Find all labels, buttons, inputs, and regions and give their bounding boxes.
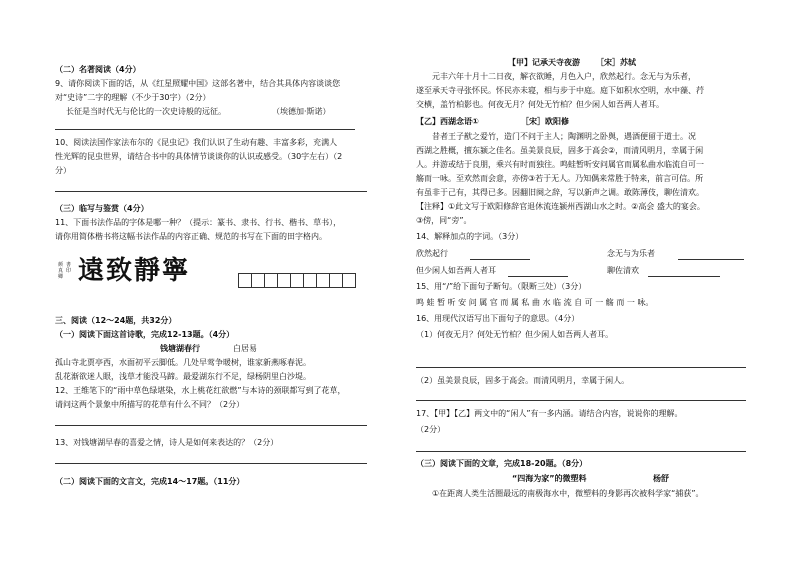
- article-title: “四海为家”的微塑料: [512, 474, 587, 483]
- question-11-line-2: 请你用简体楷书将这幅书法作品的内容正确、规范的书写在下面的田字格内。: [55, 232, 327, 241]
- question-10-line-1: 10、阅读法国作家法布尔的《昆虫记》我们认识了生动有趣、丰富多彩，充满人: [55, 138, 338, 147]
- reading-part-1-title: （一）阅读下面这首诗歌，完成12-13题。（4分）: [55, 330, 235, 339]
- answer-line[interactable]: [55, 463, 367, 464]
- question-14-item-d: 聊佐清欢: [607, 266, 639, 275]
- text-yi-line-5: 有虽非于己有，其得已多。因翻旧阕之辞，写以新声之调。敢陈薄伎，聊佐清欢。: [416, 188, 704, 197]
- question-15: 15、用“/”给下面句子断句。（限断三处）（3分）: [416, 282, 587, 291]
- text-jia-line-3: 交横，盖竹柏影也。何夜无月？何处无竹柏？但少闲人如吾两人者耳。: [416, 100, 664, 109]
- text-yi-line-1: 昔者王子猷之爱竹，造门不问于主人；陶渊明之卧舆，遇酒便留于道士。况: [432, 132, 696, 141]
- question-9-quote: 长征是当时代无与伦比的一次史诗般的远征。: [66, 107, 226, 116]
- question-14: 14、解释加点的字词。（3分）: [416, 232, 524, 241]
- poem-author: 白居易: [233, 344, 257, 353]
- question-16: 16、用现代汉语写出下面句子的意思。（4分）: [416, 314, 580, 323]
- question-12-line-1: 12、王维笔下的“雨中草色绿堪染，水上桃花红欲燃”与本诗的颈联都写到了花草，: [55, 386, 346, 395]
- article-author: 杨舒: [653, 474, 669, 483]
- text-yi-author: ［宋］欧阳修: [521, 117, 569, 126]
- question-9-quote-author: （埃德加·斯诺）: [272, 107, 331, 116]
- calligraphy-seal: 書​印: [66, 262, 72, 274]
- article-paragraph-1: ①在距离人类生活圈最远的南极海水中，微塑料的身影再次被科学家“捕获”。: [432, 489, 704, 498]
- answer-line[interactable]: [416, 367, 746, 368]
- text-yi-title: 【乙】西湖念语①: [416, 117, 479, 126]
- reading-part-2-title: （二）阅读下面的文言文，完成14～17题。（11分）: [55, 477, 245, 486]
- answer-line[interactable]: [416, 451, 746, 452]
- answer-line[interactable]: [678, 259, 744, 260]
- question-14-item-a: 欣然起行: [416, 249, 448, 258]
- section-title-calligraphy: （三）临写与鉴赏（4分）: [55, 204, 149, 213]
- answer-line[interactable]: [55, 425, 367, 426]
- question-15-sentence: 鸣 蛙 暂 听 安 问 属 官 而 属 私 曲 水 临 流 自 可 一 觞 而 一 咏。: [416, 298, 654, 307]
- question-17-line-1: 17、【甲】【乙】两文中的“闲人”有一多内涵。请结合内容，说说你的理解。: [416, 409, 683, 418]
- text-jia-line-1: 元丰六年十月十二日夜，解衣欲睡，月色入户，欣然起行。念无与为乐者，: [432, 72, 696, 81]
- answer-line[interactable]: [470, 259, 530, 260]
- question-11-line-1: 11、下面书法作品的字体是哪一种？（提示：篆书、隶书、行书、楷书、草书），: [55, 218, 342, 227]
- question-12-line-2: 请问这两个景象中所描写的花草有什么不同？（2分）: [55, 400, 245, 409]
- annotation-line-2: ③傍，同“旁”。: [416, 216, 472, 225]
- question-17-line-2: （2分）: [416, 425, 446, 434]
- text-jia-author: ［宋］苏轼: [596, 58, 636, 67]
- text-yi-line-3: 人。并游或结于良朋，乘兴有时而独往。鸣蛙暂听安问属官而属私曲水临流自可一: [416, 160, 704, 169]
- question-16-sentence-1: （1）何夜无月？何处无竹柏？但少闲人如吾两人者耳。: [416, 330, 614, 339]
- question-9-line-2: 对“史诗”二字的理解（不少于30字）（2分）: [55, 93, 211, 102]
- question-10-line-2: 性光辉的昆虫世界，请结合书中的具体情节谈谈你的认识或感受。（30字左右）（2: [55, 152, 343, 161]
- calligraphy-seal: 颜真卿: [58, 262, 64, 280]
- section-title-reading: 三、阅读（12～24题，共32分）: [55, 316, 177, 325]
- reading-part-3-title: （三）阅读下面的文章，完成18-20题。（8分）: [416, 459, 588, 468]
- text-jia-line-2: 遂至承天寺寻张怀民。怀民亦未寝，相与步于中庭。庭下如积水空明，水中藻、荇: [416, 86, 704, 95]
- question-9-line-1: 9、请你阅读下面的话，从《红星照耀中国》这部名著中，结合其具体内容谈谈您: [55, 79, 341, 88]
- text-yi-line-2: 西湖之胜概，擅东颍之佳名。虽美景良辰，固多于高会②，而清风明月，幸属于闲: [416, 146, 704, 155]
- text-yi-line-4: 觞而一咏。至欢然而会意，亦傍③若于无人。乃知偶来常胜于特来，前言可信。所: [416, 174, 704, 183]
- answer-line[interactable]: [55, 129, 355, 130]
- question-13: 13、对钱塘湖早春的喜爱之情，诗人是如何来表达的？（2分）: [55, 438, 279, 447]
- answer-line[interactable]: [416, 400, 746, 401]
- answer-line[interactable]: [648, 276, 720, 277]
- annotation-line-1: 【注释】①此文写于欧阳修辞官退休流连颍州西湖山水之时。②高会 盛大的宴会。: [416, 202, 705, 211]
- question-16-sentence-2: （2）虽美景良辰，固多于高会。而清风明月，幸属于闲人。: [416, 376, 630, 385]
- poem-line-1: 孤山寺北贾亭西，水面初平云脚低。几处早莺争暖树，谁家新燕啄春泥。: [55, 358, 311, 367]
- poem-title: 钱塘湖春行: [160, 344, 200, 353]
- tianzige-writing-grid[interactable]: [238, 273, 356, 288]
- answer-line[interactable]: [55, 191, 367, 192]
- answer-line[interactable]: [508, 276, 568, 277]
- poem-line-2: 乱花渐欲迷人眼，浅草才能没马蹄。最爱湖东行不足，绿杨阴里白沙堤。: [55, 372, 311, 381]
- question-14-item-c: 但少闲人如吾两人者耳: [416, 266, 496, 275]
- calligraphy-artwork: 遠致靜寧: [78, 256, 191, 286]
- question-10-line-3: 分）: [55, 166, 71, 175]
- section-title-classics: （二）名著阅读（4分）: [55, 65, 141, 74]
- text-jia-title: 【甲】记承天寺夜游: [508, 58, 580, 67]
- question-14-item-b: 念无与为乐者: [607, 249, 655, 258]
